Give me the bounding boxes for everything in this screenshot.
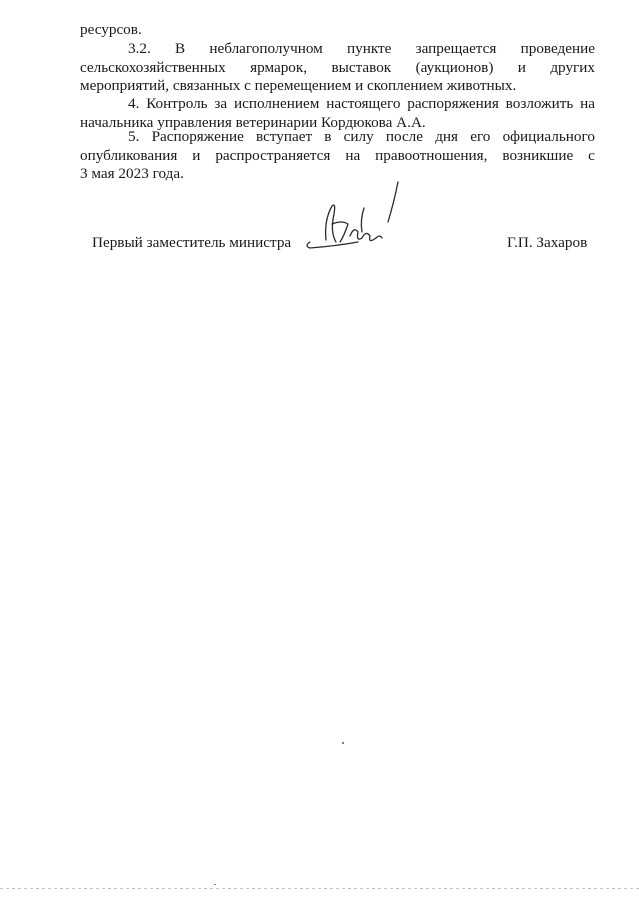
paragraph-5-line-3: 3 мая 2023 года.: [80, 165, 184, 182]
paragraph-5-line-1: 5. Распоряжение вступает в силу после дня его официального: [128, 128, 595, 145]
paragraph-4-line-2: начальника управления ветеринарии Кордюкова А.А.: [80, 113, 426, 131]
text-fragment-top: [80, 21, 595, 40]
paragraph-3-2-line-1: 3.2. В неблагополучном пункте запрещается проведение: [128, 40, 595, 57]
paragraph-3-2-line-3: мероприятий, связанных с перемещением и скоплением животных.: [80, 77, 517, 94]
paragraph-5: [80, 128, 595, 184]
handwritten-signature: [296, 180, 416, 260]
paragraph-5-line-2: опубликования и распространяется на правоотношения, возникшие с: [80, 146, 595, 164]
text-line-resources: ресурсов.: [80, 21, 142, 38]
paragraph-4: [80, 95, 595, 132]
paragraph-4-line-1: 4. Контроль за исполнением настоящего распоряжения возложить на: [128, 95, 595, 112]
scan-speck: [342, 742, 344, 744]
scan-speck: [214, 884, 216, 885]
scan-edge-line: [0, 888, 639, 889]
paragraph-3-2: [80, 40, 595, 96]
signatory-name: Г.П. Захаров: [507, 234, 588, 251]
signatory-position: Первый заместитель министра: [92, 234, 292, 251]
paragraph-3-2-line-2: сельскохозяйственных ярмарок, выставок (аукционов) и других: [80, 58, 595, 76]
